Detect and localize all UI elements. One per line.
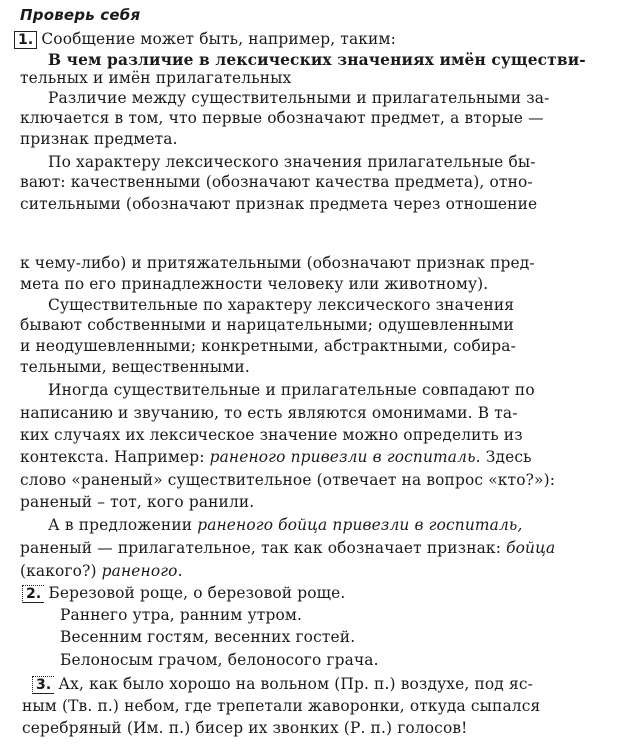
task1-line-10: к чему-либо) и притяжательными (обозначают признак пред- <box>20 254 535 272</box>
task1-line-13: бывают собственными и нарицательными; одушевленными <box>20 316 514 334</box>
task1-line-6: признак предмета. <box>20 130 178 148</box>
task1-line-14: и неодушевленными; конкретными, абстрактными, собира- <box>20 337 516 355</box>
task1-line-5: ключается в том, что первые обозначают предмет, а вторые — <box>20 109 544 127</box>
task3-line-2: ным (Тв. п.) небом, где трепетали жаворонки, откуда сыпался <box>22 697 541 715</box>
task1-line-11: мета по его принадлежности человеку или животному). <box>20 275 489 293</box>
task1-line-18: ких случаях их лексическое значение можно определить из <box>20 426 523 444</box>
task2-line-1: 2. Березовой роще, о березовой роще. <box>22 584 345 603</box>
task3-number: 3. <box>32 676 54 694</box>
task3-line-1: 3. Ах, как было хорошо на вольном (Пр. п.) воздухе, под яс- <box>32 675 533 694</box>
task2-line-2: Раннего утра, ранним утром. <box>60 606 303 624</box>
task1-line-15: тельными, вещественными. <box>20 358 250 376</box>
task1-line-7: По характеру лексического значения прилагательные бы- <box>48 153 536 171</box>
task1-number: 1. <box>14 31 37 49</box>
task3-line-3: серебряный (Им. п.) бисер их звонких (Р. п.) голосов! <box>22 719 468 737</box>
task1-line-1: 1. Сообщение может быть, например, таким: <box>14 30 396 49</box>
task1-line-2: В чем различие в лексических значениях имён существи- <box>48 51 586 69</box>
task1-line-21: раненый – тот, кого ранили. <box>20 493 255 511</box>
task1-line-23: раненый — прилагательное, так как обозначает признак: бойца <box>20 539 556 557</box>
task1-line-19: контекста. Например: раненого привезли в госпиталь. Здесь <box>20 448 532 466</box>
task1-line-17: написанию и звучанию, то есть являются омонимами. В та- <box>20 404 518 422</box>
task1-line-16: Иногда существительные и прилагательные совпадают по <box>48 381 535 399</box>
task1-line-20: слово «раненый» существительное (отвечает на вопрос «кто?»): <box>20 471 556 489</box>
task1-line-4: Различие между существительными и прилагательными за- <box>48 89 550 107</box>
task1-line-9: сительными (обозначают признак предмета через отношение <box>20 195 538 213</box>
task1-line-22: А в предложении раненого бойца привезли в госпиталь, <box>48 516 523 534</box>
task1-line-3: тельных и имён прилагательных <box>20 69 292 87</box>
task1-line-24: (какого?) раненого. <box>20 562 183 580</box>
task2-number: 2. <box>22 585 44 603</box>
task1-line-8: вают: качественными (обозначают качества предмета), отно- <box>20 173 533 191</box>
task2-line-4: Белоносым грачом, белоносого грача. <box>60 651 379 669</box>
task1-line-12: Существительные по характеру лексического значения <box>48 296 515 314</box>
task2-line-3: Весенним гостям, весенних гостей. <box>60 628 356 646</box>
section-heading: Проверь себя <box>20 6 141 24</box>
